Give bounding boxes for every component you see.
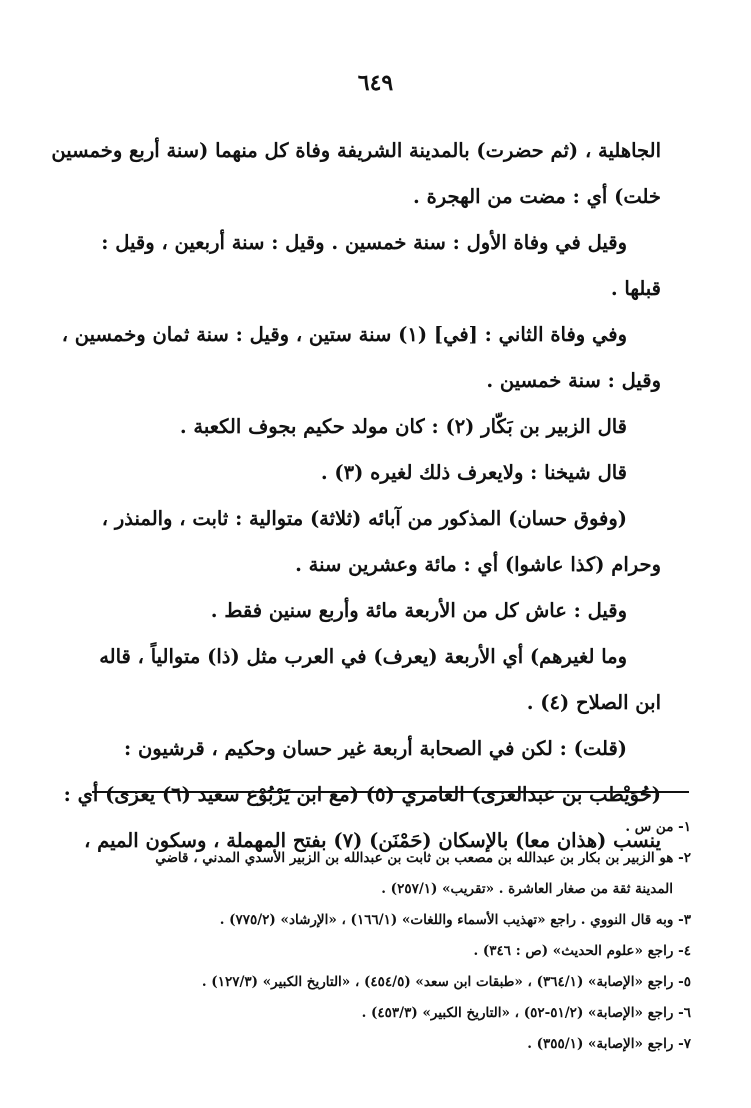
- body-line: وما لغيرهم) أي الأربعة (يعرف) في العرب مثل (ذا) متوالياً ، قاله: [99, 645, 627, 668]
- body-line: ينسب (هذان معا) بالإسكان (حَمْنَن) (٧) بفتح المهملة ، وسكون الميم ،: [84, 829, 661, 852]
- body-line: وقيل : عاش كل من الأربعة مائة وأربع سنين فقط .: [210, 599, 627, 622]
- footnote-line: ١- من س .: [625, 819, 691, 835]
- body-line: قبلها .: [610, 277, 661, 300]
- body-line: وفي وفاة الثاني : [في] (١) سنة ستين ، وقيل : سنة ثمان وخمسين ،: [61, 323, 627, 346]
- page-number: ٦٤٩: [357, 70, 394, 96]
- footnote-line: ٢- هو الزبير بن بكار بن عبدالله بن مصعب بن ثابت بن عبدالله بن الزبير الأسدي المدني ، قاضي: [155, 850, 691, 866]
- body-line: قال الزبير بن بَكّار (٢) : كان مولد حكيم بجوف الكعبة .: [179, 415, 627, 438]
- footnote-line: ٤- راجع «علوم الحديث» (ص : ٣٤٦) .: [473, 943, 691, 959]
- footnote-line: ٦- راجع «الإصابة» (٥١/٢-٥٢) ، «التاريخ الكبير» (٤٥٣/٣) .: [361, 1005, 691, 1021]
- body-line: وقيل : سنة خمسين .: [486, 369, 661, 392]
- body-line: الجاهلية ، (ثم حضرت) بالمدينة الشريفة وفاة كل منهما (سنة أربع وخمسين: [51, 139, 661, 162]
- body-line: وقيل في وفاة الأول : سنة خمسين . وقيل : سنة أربعين ، وقيل :: [101, 231, 627, 254]
- body-line: (وفوق حسان) المذكور من آبائه (ثلاثة) متوالية : ثابت ، والمنذر ،: [101, 507, 627, 530]
- body-line: (قلت) : لكن في الصحابة أربعة غير حسان وحكيم ، قرشيون :: [123, 737, 627, 760]
- body-line: ابن الصلاح (٤) .: [526, 691, 661, 714]
- footnote-line: ٣- وبه قال النووي . راجع «تهذيب الأسماء واللغات» (١٦٦/١) ، «الإرشاد» (٧٧٥/٢) .: [219, 912, 691, 928]
- body-line: (حُوَيْطب بن عبدالعزى) العامري (٥) (مع ابن يَرْبُوْع سعيد (٦) يعزى) أي :: [63, 783, 661, 806]
- footnote-line: ٥- راجع «الإصابة» (٣٦٤/١) ، «طبقات ابن سعد» (٤٥٤/٥) ، «التاريخ الكبير» (١٢٧/٣) .: [201, 974, 691, 990]
- footnote-line: ٧- راجع «الإصابة» (٣٥٥/١) .: [527, 1036, 691, 1052]
- body-line: قال شيخنا : ولايعرف ذلك لغيره (٣) .: [320, 461, 627, 484]
- footnote-divider: [92, 791, 689, 793]
- footnotes: [41, 812, 691, 1060]
- main-text: [46, 128, 661, 864]
- body-line: خلت) أي : مضت من الهجرة .: [413, 185, 661, 208]
- footnote-line: المدينة ثقة من صغار العاشرة . «تقريب» (٢٥٧/١) .: [381, 881, 673, 897]
- body-line: وحرام (كذا عاشوا) أي : مائة وعشرين سنة .: [295, 553, 661, 576]
